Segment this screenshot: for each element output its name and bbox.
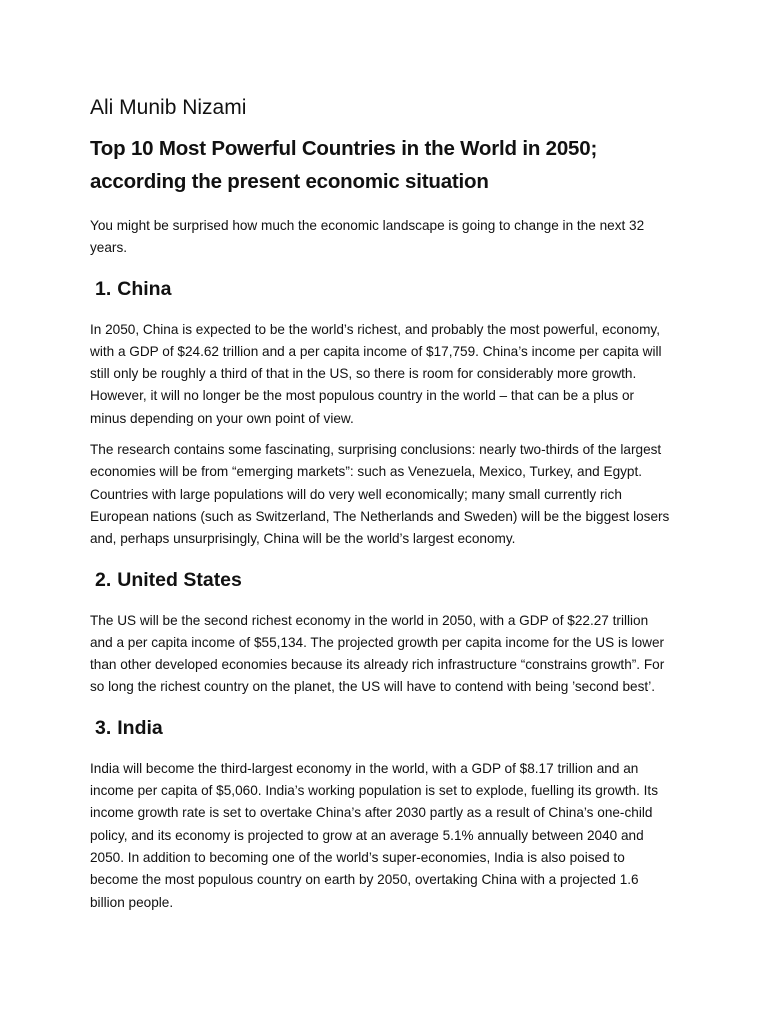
section-heading xyxy=(95,565,672,595)
section-name: China xyxy=(117,277,172,300)
title-line-2: according the present economic situation xyxy=(90,170,489,193)
paragraph: The research contains some fascinating, surprising conclusions: nearly two-thirds of the largest economies will be from “emerging markets”: such as Venezuela, Mexico, Turkey, and Egypt. Countries with large populations will do very well economically; many small currently rich European nations (such as Switzerland, The Netherlands and Sweden) will be the biggest losers and, perhaps unsurprisingly, China will be the world’s largest economy. xyxy=(90,442,670,547)
section-number: 3. xyxy=(95,716,112,739)
section-name: United States xyxy=(117,568,242,591)
paragraph: India will become the third-largest economy in the world, with a GDP of $8.17 trillion and an income per capita of $5,060. India’s working population is set to explode, fuelling its growth. Its income growth rate is set to overtake China’s after 2030 partly as a result of China’s one-child policy, and its economy is projected to grow at an average 5.1% annually between 2040 and 2050. In addition to becoming one of the world’s super-economies, India is also poised to become the most populous country on earth by 2050, overtaking China with a projected 1.6 billion people. xyxy=(90,760,658,910)
document-page xyxy=(90,92,672,923)
paragraph: The US will be the second richest economy in the world in 2050, with a GDP of $22.27 trillion and a per capita income of $55,134. The projected growth per capita income for the US is lower than other developed economies because its already rich infrastructure “constrains growth”. For so long the richest country on the planet, the US will have to contend with being ’second best’. xyxy=(90,612,665,695)
section-heading xyxy=(95,274,672,304)
section-china xyxy=(90,274,672,551)
section-india xyxy=(90,713,672,914)
section-united-states xyxy=(90,565,672,699)
section-number: 1. xyxy=(95,277,112,300)
author-name: Ali Munib Nizami xyxy=(90,96,247,119)
section-name: India xyxy=(117,716,163,739)
paragraph: In 2050, China is expected to be the world’s richest, and probably the most powerful, economy, with a GDP of $24.62 trillion and a per capita income of $17,759. China’s income per capita will still only be roughly a third of that in the US, so there is room for considerably more growth. However, it will no longer be the most populous country in the world – that can be a plus or minus depending on your own point of view. xyxy=(90,321,662,426)
intro-paragraph: You might be surprised how much the economic landscape is going to change in the next 32 years. xyxy=(90,218,645,256)
document-title xyxy=(90,132,672,198)
section-number: 2. xyxy=(95,568,112,591)
title-line-1: Top 10 Most Powerful Countries in the World in 2050; xyxy=(90,137,598,160)
section-heading xyxy=(95,713,672,743)
